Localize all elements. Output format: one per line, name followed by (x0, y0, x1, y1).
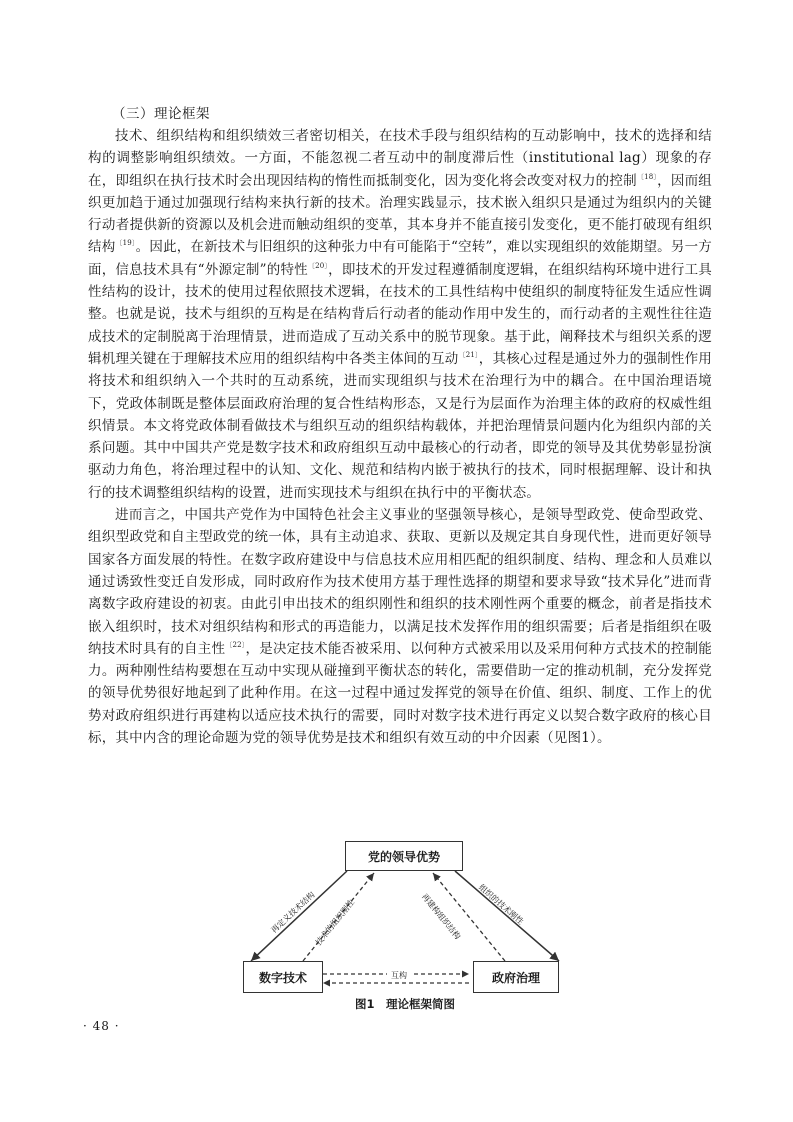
theory-framework-figure (237, 839, 573, 1014)
paragraph-text-run: ，即技术的开发过程遵循制度逻辑，在组织结构环境中进行工具性结构的设计，技术的使用过程依照技术逻辑，在技术的工具性结构中使组织的制度特征发生适应性调整。也就是说，技术与组织的互构是在结构背后行动者的能动作用中发生的，而行动者的主观性往往造成技术的定制脱离于治理情景，进而造成了互动关系中的脱节现象。基于此，阐释技术与组织关系的逻辑机理关键在于理解技术应用的组织结构中各类主体间的互动 (88, 261, 712, 367)
paragraph-text-run: 进而言之，中国共产党作为中国特色社会主义事业的坚强领导核心，是领导型政党、使命型政党、组织型政党和自主型政党的统一体，具有主动追求、获取、更新以及规定其自身现代性，进而更好领导国家各方面发展的特性。在数字政府建设中与信息技术应用相匹配的组织制度、结构、理念和人员难以通过诱致性变迁自发形成，同时政府作为技术使用方基于理性选择的期望和要求导致“技术异化”进而背离数字政府建设的初衷。由此引申出技术的组织刚性和组织的技术刚性两个重要的概念，前者是指技术嵌入组织时，技术对组织结构和形式的再造能力，以满足技术发挥作用的组织需要；后者是指组织在吸纳技术时具有的自主性 (88, 507, 712, 657)
citation-reference: 〔18〕 (636, 172, 658, 181)
citation-reference: 〔20〕 (307, 261, 329, 270)
article-body (88, 104, 712, 749)
paragraph-text-run: 技术、组织结构和组织绩效三者密切相关，在技术手段与组织结构的互动影响中，技术的选择和结构的调整影响组织绩效。一方面，不能忽视二者互动中的制度滞后性（institutional lag）现象的存在，即组织在执行技术时会出现因结构的惰性而抵制变化，因为变化将会改变对权力的控制 (88, 128, 712, 189)
edge-label-left-inner: 技术的组织刚性 (313, 897, 357, 948)
paragraph-2 (88, 504, 712, 749)
paragraph-text-run: 。因此，在新技术与旧组织的这种张力中有可能陷于“空转”，难以实现组织的效能期望。另一方面，信息技术具有“外源定制”的特性 (88, 239, 712, 278)
paragraph-text-run: ，其核心过程是通过外力的强制性作用将技术和组织纳入一个共时的互动系统，进而实现组织与技术在治理行为中的耦合。在中国治理语境下，党政体制既是整体层面政府治理的复合性结构形态，又是行为层面作为治理主体的政府的权威性组织情景。本文将党政体制看做技术与组织互动的组织结构载体，并把治理情景问题内化为组织内部的关系问题。其中中国共产党是数字技术和政府组织互动中最核心的行动者，即党的领导及其优势彰显扮演驱动力角色，将治理过程中的认知、文化、规范和结构内嵌于被执行的技术，同时根据理解、设计和执行的技术调整组织结构的设置，进而实现技术与组织在执行中的平衡状态。 (88, 350, 712, 501)
edge-label-right-outer: 组织的技术刚性 (476, 882, 526, 927)
paragraph-text-run: ，因而组织更加趋于通过加强现行结构来执行新的技术。治理实践显示，技术嵌入组织只是通过为组织内的关键行动者提供新的资源以及机会进而触动组织的变革，其本身并不能直接引发变化，更不能打破现有组织结构 (88, 172, 712, 256)
paragraph-text-run: ，是决定技术能否被采用、以何种方式被采用以及采用何种方式技术的控制能力。两种刚性结构要想在互动中实现从碰撞到平衡状态的转化，需要借助一定的推动机制，充分发挥党的领导优势很好地起到了此种作用。在这一过程中通过发挥党的领导在价值、组织、制度、工作上的优势对政府组织进行再建构以适应技术执行的需要，同时对数字技术进行再定义以契合数字政府的核心目标，其中内含的理论命题为党的领导优势是技术和组织有效互动的中介因素（见图1）。 (88, 640, 712, 747)
edge-label-right-inner: 再建构组织结构 (419, 891, 463, 942)
node-party-leadership: 党的领导优势 (345, 841, 463, 871)
citation-reference: 〔22〕 (225, 640, 246, 649)
paragraph-1 (88, 125, 712, 504)
node-digital-technology: 数字技术 (243, 961, 323, 993)
edge-label-bottom: 互构 (387, 970, 411, 981)
figure-caption: 图1 理论框架简图 (354, 997, 455, 1011)
section-heading: （三）理论框架 (112, 106, 210, 122)
node-government-governance: 政府治理 (473, 961, 559, 993)
edge-label-left-outer: 再定义技术结构 (269, 890, 317, 935)
page-number: · 48 · (83, 1019, 120, 1033)
citation-reference: 〔21〕 (458, 350, 479, 359)
citation-reference: 〔19〕 (115, 239, 136, 248)
